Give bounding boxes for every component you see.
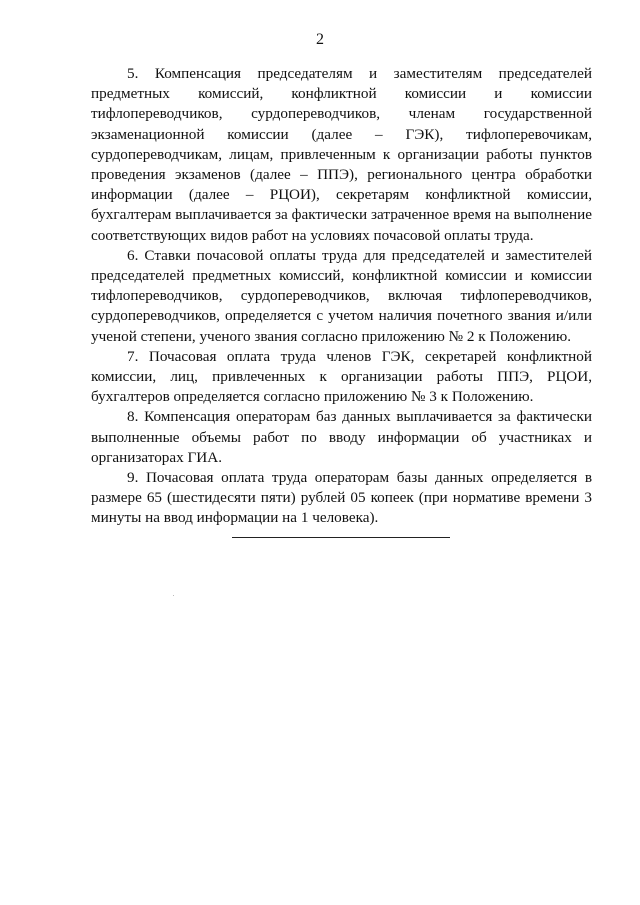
scan-speck	[173, 595, 174, 596]
text-line: бухгалтерам выплачивается за фактически затраченное время на выполнение	[91, 206, 592, 224]
text-line: бухгалтеров определяется согласно приложению № 3 к Положению.	[91, 388, 534, 406]
paragraph-9	[91, 468, 592, 529]
text-line: соответствующих видов работ на условиях почасовой оплаты труда.	[91, 226, 534, 244]
paragraph-8	[91, 407, 592, 468]
text-line: тифлопереводчиков, сурдопереводчиков, членам государственной	[91, 105, 592, 123]
text-line: 9. Почасовая оплата труда операторам базы данных определяется в	[127, 469, 592, 487]
text-line: сурдопереводчикам, лицам, привлеченным к организации работы пунктов	[91, 145, 592, 163]
text-line: председателей предметных комиссий, конфликтной комиссии и комиссии	[91, 267, 592, 285]
text-line: размере 65 (шестидесяти пяти) рублей 05 копеек (при нормативе времени 3	[91, 489, 592, 507]
paragraph-5	[91, 64, 592, 246]
end-divider-line	[232, 537, 450, 538]
text-line: выполненные объемы работ по вводу информации об участниках и	[91, 428, 592, 446]
paragraph-7	[91, 347, 592, 408]
text-line: 8. Компенсация операторам баз данных выплачивается за фактически	[127, 408, 592, 426]
text-line: сурдопереводчиков, определяется с учетом наличия почетного звания и/или	[91, 307, 592, 325]
text-line: проведения экзаменов (далее – ППЭ), регионального центра обработки	[91, 166, 592, 184]
page-number: 2	[316, 31, 324, 48]
text-line: 6. Ставки почасовой оплаты труда для председателей и заместителей	[127, 246, 592, 264]
text-line: экзаменационной комиссии (далее – ГЭК), тифлоперевочикам,	[91, 125, 592, 143]
text-line: ученой степени, ученого звания согласно приложению № 2 к Положению.	[91, 327, 572, 345]
text-line: комиссии, лиц, привлеченных к организации работы ППЭ, РЦОИ,	[91, 368, 592, 386]
document-body	[91, 64, 592, 529]
paragraph-6	[91, 246, 592, 347]
text-line: организаторах ГИА.	[91, 448, 223, 466]
text-line: предметных комиссий, конфликтной комиссии и комиссии	[91, 85, 592, 103]
text-line: 5. Компенсация председателям и заместителям председателей	[127, 65, 592, 82]
text-line: тифлопереводчиков, сурдопереводчиков, включая тифлопереводчиков,	[91, 287, 592, 305]
text-line: информации (далее – РЦОИ), секретарям конфликтной комиссии,	[91, 186, 592, 204]
text-line: минуты на ввод информации на 1 человека).	[91, 509, 379, 527]
text-line: 7. Почасовая оплата труда членов ГЭК, секретарей конфликтной	[127, 347, 592, 365]
